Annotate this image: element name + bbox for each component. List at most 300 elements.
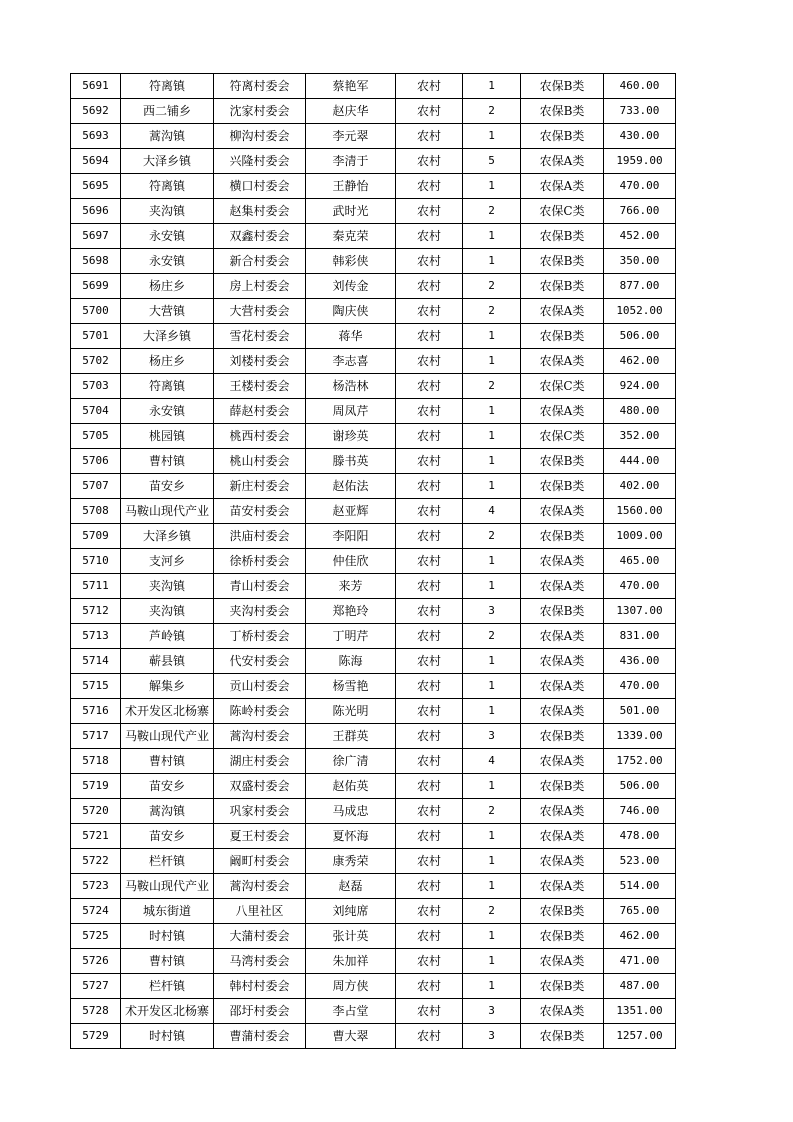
cell-household-count: 2 [463, 274, 521, 299]
cell-category: 农保B类 [521, 274, 604, 299]
cell-village: 马湾村委会 [214, 949, 306, 974]
cell-township: 解集乡 [121, 674, 214, 699]
table-row [71, 974, 676, 999]
cell-amount: 470.00 [604, 574, 676, 599]
cell-category: 农保B类 [521, 224, 604, 249]
cell-row-id: 5714 [71, 649, 121, 674]
cell-area-type: 农村 [396, 549, 463, 574]
cell-amount: 350.00 [604, 249, 676, 274]
cell-row-id: 5691 [71, 74, 121, 99]
cell-household-count: 1 [463, 449, 521, 474]
cell-village: 符离村委会 [214, 74, 306, 99]
cell-amount: 1307.00 [604, 599, 676, 624]
cell-township: 苗安乡 [121, 774, 214, 799]
cell-category: 农保B类 [521, 449, 604, 474]
cell-name: 康秀荣 [306, 849, 396, 874]
cell-row-id: 5704 [71, 399, 121, 424]
cell-area-type: 农村 [396, 449, 463, 474]
cell-amount: 452.00 [604, 224, 676, 249]
cell-name: 赵亚辉 [306, 499, 396, 524]
table-row [71, 724, 676, 749]
cell-village: 徐桥村委会 [214, 549, 306, 574]
cell-township: 杨庄乡 [121, 274, 214, 299]
table-row [71, 549, 676, 574]
table-row [71, 749, 676, 774]
cell-name: 夏怀海 [306, 824, 396, 849]
cell-amount: 1752.00 [604, 749, 676, 774]
cell-row-id: 5703 [71, 374, 121, 399]
cell-category: 农保A类 [521, 674, 604, 699]
cell-village: 雪花村委会 [214, 324, 306, 349]
cell-area-type: 农村 [396, 324, 463, 349]
cell-row-id: 5715 [71, 674, 121, 699]
cell-village: 薛赵村委会 [214, 399, 306, 424]
cell-amount: 1052.00 [604, 299, 676, 324]
cell-village: 兴隆村委会 [214, 149, 306, 174]
cell-name: 韩彩侠 [306, 249, 396, 274]
table-row [71, 74, 676, 99]
cell-amount: 765.00 [604, 899, 676, 924]
cell-village: 苗安村委会 [214, 499, 306, 524]
cell-amount: 444.00 [604, 449, 676, 474]
cell-village: 房上村委会 [214, 274, 306, 299]
cell-township: 夹沟镇 [121, 574, 214, 599]
cell-category: 农保A类 [521, 499, 604, 524]
cell-row-id: 5726 [71, 949, 121, 974]
table-row [71, 449, 676, 474]
cell-row-id: 5722 [71, 849, 121, 874]
cell-household-count: 3 [463, 999, 521, 1024]
cell-household-count: 1 [463, 249, 521, 274]
cell-township: 城东街道 [121, 899, 214, 924]
cell-area-type: 农村 [396, 674, 463, 699]
cell-category: 农保B类 [521, 724, 604, 749]
cell-township: 曹村镇 [121, 749, 214, 774]
cell-village: 韩村村委会 [214, 974, 306, 999]
cell-area-type: 农村 [396, 624, 463, 649]
cell-name: 郑艳玲 [306, 599, 396, 624]
cell-area-type: 农村 [396, 649, 463, 674]
cell-category: 农保B类 [521, 474, 604, 499]
cell-amount: 523.00 [604, 849, 676, 874]
cell-category: 农保B类 [521, 324, 604, 349]
cell-village: 丁桥村委会 [214, 624, 306, 649]
cell-row-id: 5707 [71, 474, 121, 499]
cell-category: 农保A类 [521, 574, 604, 599]
cell-area-type: 农村 [396, 99, 463, 124]
cell-township: 支河乡 [121, 549, 214, 574]
cell-category: 农保C类 [521, 199, 604, 224]
cell-village: 大蒲村委会 [214, 924, 306, 949]
cell-village: 夹沟村委会 [214, 599, 306, 624]
cell-township: 蒿沟镇 [121, 799, 214, 824]
cell-township: 符离镇 [121, 374, 214, 399]
cell-amount: 471.00 [604, 949, 676, 974]
cell-township: 蒿沟镇 [121, 124, 214, 149]
table-row [71, 874, 676, 899]
table-row [71, 824, 676, 849]
cell-name: 赵庆华 [306, 99, 396, 124]
cell-amount: 430.00 [604, 124, 676, 149]
cell-row-id: 5729 [71, 1024, 121, 1049]
cell-name: 徐广清 [306, 749, 396, 774]
cell-household-count: 1 [463, 224, 521, 249]
table-row [71, 924, 676, 949]
cell-amount: 1560.00 [604, 499, 676, 524]
cell-village: 蒿沟村委会 [214, 724, 306, 749]
cell-amount: 478.00 [604, 824, 676, 849]
cell-amount: 460.00 [604, 74, 676, 99]
cell-row-id: 5721 [71, 824, 121, 849]
cell-category: 农保A类 [521, 874, 604, 899]
cell-amount: 746.00 [604, 799, 676, 824]
cell-amount: 352.00 [604, 424, 676, 449]
cell-township: 栏杆镇 [121, 849, 214, 874]
table-row [71, 124, 676, 149]
cell-township: 苗安乡 [121, 824, 214, 849]
table-row [71, 699, 676, 724]
cell-name: 陈光明 [306, 699, 396, 724]
cell-row-id: 5696 [71, 199, 121, 224]
cell-township: 桃园镇 [121, 424, 214, 449]
cell-area-type: 农村 [396, 374, 463, 399]
table-row [71, 374, 676, 399]
cell-area-type: 农村 [396, 799, 463, 824]
cell-household-count: 1 [463, 324, 521, 349]
cell-amount: 462.00 [604, 349, 676, 374]
cell-row-id: 5712 [71, 599, 121, 624]
cell-name: 刘传金 [306, 274, 396, 299]
cell-row-id: 5706 [71, 449, 121, 474]
table-body [71, 74, 676, 1049]
cell-household-count: 1 [463, 174, 521, 199]
cell-amount: 506.00 [604, 324, 676, 349]
cell-village: 洪庙村委会 [214, 524, 306, 549]
cell-township: 夹沟镇 [121, 199, 214, 224]
table-row [71, 249, 676, 274]
cell-row-id: 5718 [71, 749, 121, 774]
cell-category: 农保A类 [521, 149, 604, 174]
cell-household-count: 1 [463, 649, 521, 674]
cell-row-id: 5716 [71, 699, 121, 724]
table-row [71, 899, 676, 924]
cell-category: 农保C类 [521, 374, 604, 399]
cell-category: 农保A类 [521, 799, 604, 824]
cell-village: 夏王村委会 [214, 824, 306, 849]
cell-category: 农保A类 [521, 174, 604, 199]
cell-township: 永安镇 [121, 249, 214, 274]
cell-name: 秦克荣 [306, 224, 396, 249]
cell-category: 农保B类 [521, 1024, 604, 1049]
cell-township: 时村镇 [121, 1024, 214, 1049]
cell-area-type: 农村 [396, 274, 463, 299]
cell-amount: 514.00 [604, 874, 676, 899]
cell-area-type: 农村 [396, 74, 463, 99]
cell-township: 永安镇 [121, 399, 214, 424]
cell-household-count: 1 [463, 924, 521, 949]
cell-household-count: 1 [463, 849, 521, 874]
cell-row-id: 5719 [71, 774, 121, 799]
table-row [71, 599, 676, 624]
cell-area-type: 农村 [396, 924, 463, 949]
table-row [71, 399, 676, 424]
cell-area-type: 农村 [396, 249, 463, 274]
cell-amount: 462.00 [604, 924, 676, 949]
table-row [71, 474, 676, 499]
table-row [71, 774, 676, 799]
cell-row-id: 5693 [71, 124, 121, 149]
cell-township: 曹村镇 [121, 949, 214, 974]
cell-household-count: 1 [463, 474, 521, 499]
cell-township: 马鞍山现代产业 [121, 724, 214, 749]
cell-category: 农保B类 [521, 599, 604, 624]
cell-name: 李元翠 [306, 124, 396, 149]
cell-township: 杨庄乡 [121, 349, 214, 374]
cell-row-id: 5698 [71, 249, 121, 274]
cell-household-count: 1 [463, 349, 521, 374]
cell-row-id: 5717 [71, 724, 121, 749]
cell-township: 符离镇 [121, 74, 214, 99]
cell-township: 蕲县镇 [121, 649, 214, 674]
cell-area-type: 农村 [396, 724, 463, 749]
cell-household-count: 1 [463, 424, 521, 449]
cell-amount: 733.00 [604, 99, 676, 124]
cell-township: 苗安乡 [121, 474, 214, 499]
table-row [71, 99, 676, 124]
table-row [71, 199, 676, 224]
cell-village: 巩家村委会 [214, 799, 306, 824]
cell-name: 朱加祥 [306, 949, 396, 974]
cell-category: 农保A类 [521, 749, 604, 774]
cell-category: 农保A类 [521, 649, 604, 674]
cell-category: 农保B类 [521, 124, 604, 149]
table-row [71, 1024, 676, 1049]
cell-village: 桃西村委会 [214, 424, 306, 449]
cell-row-id: 5700 [71, 299, 121, 324]
cell-household-count: 1 [463, 774, 521, 799]
cell-category: 农保B类 [521, 774, 604, 799]
cell-row-id: 5697 [71, 224, 121, 249]
cell-category: 农保A类 [521, 949, 604, 974]
cell-row-id: 5694 [71, 149, 121, 174]
cell-name: 蔡艳军 [306, 74, 396, 99]
cell-household-count: 1 [463, 824, 521, 849]
cell-village: 贡山村委会 [214, 674, 306, 699]
cell-category: 农保B类 [521, 899, 604, 924]
cell-amount: 506.00 [604, 774, 676, 799]
cell-name: 仲佳欣 [306, 549, 396, 574]
table-row [71, 799, 676, 824]
cell-area-type: 农村 [396, 149, 463, 174]
cell-township: 马鞍山现代产业 [121, 499, 214, 524]
cell-household-count: 2 [463, 299, 521, 324]
table-row [71, 674, 676, 699]
cell-household-count: 2 [463, 199, 521, 224]
cell-name: 谢珍英 [306, 424, 396, 449]
cell-row-id: 5709 [71, 524, 121, 549]
cell-amount: 1339.00 [604, 724, 676, 749]
cell-village: 青山村委会 [214, 574, 306, 599]
cell-household-count: 1 [463, 399, 521, 424]
subsidy-table [70, 73, 676, 1049]
cell-amount: 1009.00 [604, 524, 676, 549]
cell-village: 刘楼村委会 [214, 349, 306, 374]
cell-township: 大泽乡镇 [121, 149, 214, 174]
cell-household-count: 4 [463, 499, 521, 524]
cell-household-count: 2 [463, 624, 521, 649]
cell-area-type: 农村 [396, 899, 463, 924]
table-row [71, 274, 676, 299]
cell-township: 符离镇 [121, 174, 214, 199]
cell-township: 大营镇 [121, 299, 214, 324]
cell-row-id: 5702 [71, 349, 121, 374]
cell-household-count: 1 [463, 699, 521, 724]
cell-area-type: 农村 [396, 749, 463, 774]
cell-township: 栏杆镇 [121, 974, 214, 999]
cell-category: 农保B类 [521, 524, 604, 549]
cell-household-count: 1 [463, 574, 521, 599]
cell-village: 代安村委会 [214, 649, 306, 674]
cell-category: 农保A类 [521, 849, 604, 874]
cell-name: 李阳阳 [306, 524, 396, 549]
cell-area-type: 农村 [396, 349, 463, 374]
cell-name: 丁明芹 [306, 624, 396, 649]
cell-name: 滕书英 [306, 449, 396, 474]
cell-village: 陈岭村委会 [214, 699, 306, 724]
cell-name: 周凤芹 [306, 399, 396, 424]
cell-area-type: 农村 [396, 824, 463, 849]
cell-amount: 877.00 [604, 274, 676, 299]
cell-category: 农保A类 [521, 299, 604, 324]
cell-village: 新合村委会 [214, 249, 306, 274]
cell-area-type: 农村 [396, 974, 463, 999]
cell-area-type: 农村 [396, 599, 463, 624]
cell-name: 蒋华 [306, 324, 396, 349]
cell-township: 曹村镇 [121, 449, 214, 474]
cell-amount: 402.00 [604, 474, 676, 499]
cell-amount: 1257.00 [604, 1024, 676, 1049]
cell-row-id: 5692 [71, 99, 121, 124]
table-row [71, 849, 676, 874]
cell-row-id: 5720 [71, 799, 121, 824]
cell-village: 阚町村委会 [214, 849, 306, 874]
cell-area-type: 农村 [396, 424, 463, 449]
cell-category: 农保C类 [521, 424, 604, 449]
cell-household-count: 1 [463, 949, 521, 974]
cell-household-count: 5 [463, 149, 521, 174]
cell-row-id: 5699 [71, 274, 121, 299]
cell-row-id: 5723 [71, 874, 121, 899]
cell-row-id: 5701 [71, 324, 121, 349]
table-row [71, 424, 676, 449]
cell-amount: 480.00 [604, 399, 676, 424]
cell-name: 王静怡 [306, 174, 396, 199]
cell-name: 赵磊 [306, 874, 396, 899]
cell-amount: 470.00 [604, 674, 676, 699]
cell-village: 沈家村委会 [214, 99, 306, 124]
cell-area-type: 农村 [396, 949, 463, 974]
cell-area-type: 农村 [396, 299, 463, 324]
cell-area-type: 农村 [396, 874, 463, 899]
cell-household-count: 1 [463, 674, 521, 699]
cell-row-id: 5705 [71, 424, 121, 449]
table-row [71, 649, 676, 674]
table-row [71, 999, 676, 1024]
cell-township: 芦岭镇 [121, 624, 214, 649]
cell-name: 陶庆侠 [306, 299, 396, 324]
table-row [71, 324, 676, 349]
cell-township: 术开发区北杨寨 [121, 999, 214, 1024]
cell-area-type: 农村 [396, 399, 463, 424]
cell-township: 大泽乡镇 [121, 524, 214, 549]
cell-name: 周方侠 [306, 974, 396, 999]
table-row [71, 624, 676, 649]
cell-area-type: 农村 [396, 1024, 463, 1049]
cell-township: 夹沟镇 [121, 599, 214, 624]
cell-row-id: 5710 [71, 549, 121, 574]
cell-household-count: 4 [463, 749, 521, 774]
cell-township: 大泽乡镇 [121, 324, 214, 349]
cell-name: 李清于 [306, 149, 396, 174]
table-row [71, 524, 676, 549]
cell-name: 马成忠 [306, 799, 396, 824]
cell-household-count: 1 [463, 74, 521, 99]
cell-area-type: 农村 [396, 699, 463, 724]
cell-household-count: 2 [463, 899, 521, 924]
cell-name: 张计英 [306, 924, 396, 949]
cell-household-count: 1 [463, 549, 521, 574]
cell-village: 横口村委会 [214, 174, 306, 199]
cell-amount: 487.00 [604, 974, 676, 999]
cell-village: 赵集村委会 [214, 199, 306, 224]
cell-amount: 924.00 [604, 374, 676, 399]
cell-category: 农保A类 [521, 549, 604, 574]
cell-name: 曹大翠 [306, 1024, 396, 1049]
cell-row-id: 5711 [71, 574, 121, 599]
cell-household-count: 1 [463, 974, 521, 999]
cell-row-id: 5708 [71, 499, 121, 524]
cell-category: 农保A类 [521, 824, 604, 849]
cell-row-id: 5725 [71, 924, 121, 949]
cell-name: 杨浩林 [306, 374, 396, 399]
cell-household-count: 3 [463, 599, 521, 624]
cell-area-type: 农村 [396, 849, 463, 874]
cell-village: 双鑫村委会 [214, 224, 306, 249]
cell-household-count: 2 [463, 99, 521, 124]
cell-row-id: 5724 [71, 899, 121, 924]
table-row [71, 174, 676, 199]
cell-area-type: 农村 [396, 174, 463, 199]
cell-area-type: 农村 [396, 499, 463, 524]
cell-area-type: 农村 [396, 474, 463, 499]
cell-household-count: 3 [463, 1024, 521, 1049]
cell-area-type: 农村 [396, 574, 463, 599]
cell-row-id: 5727 [71, 974, 121, 999]
table-row [71, 499, 676, 524]
cell-village: 邵圩村委会 [214, 999, 306, 1024]
cell-village: 双盛村委会 [214, 774, 306, 799]
cell-name: 杨雪艳 [306, 674, 396, 699]
cell-name: 陈海 [306, 649, 396, 674]
cell-name: 刘纯席 [306, 899, 396, 924]
cell-name: 赵佑法 [306, 474, 396, 499]
cell-category: 农保A类 [521, 624, 604, 649]
table-row [71, 349, 676, 374]
cell-township: 术开发区北杨寨 [121, 699, 214, 724]
cell-amount: 470.00 [604, 174, 676, 199]
cell-amount: 436.00 [604, 649, 676, 674]
cell-household-count: 2 [463, 374, 521, 399]
